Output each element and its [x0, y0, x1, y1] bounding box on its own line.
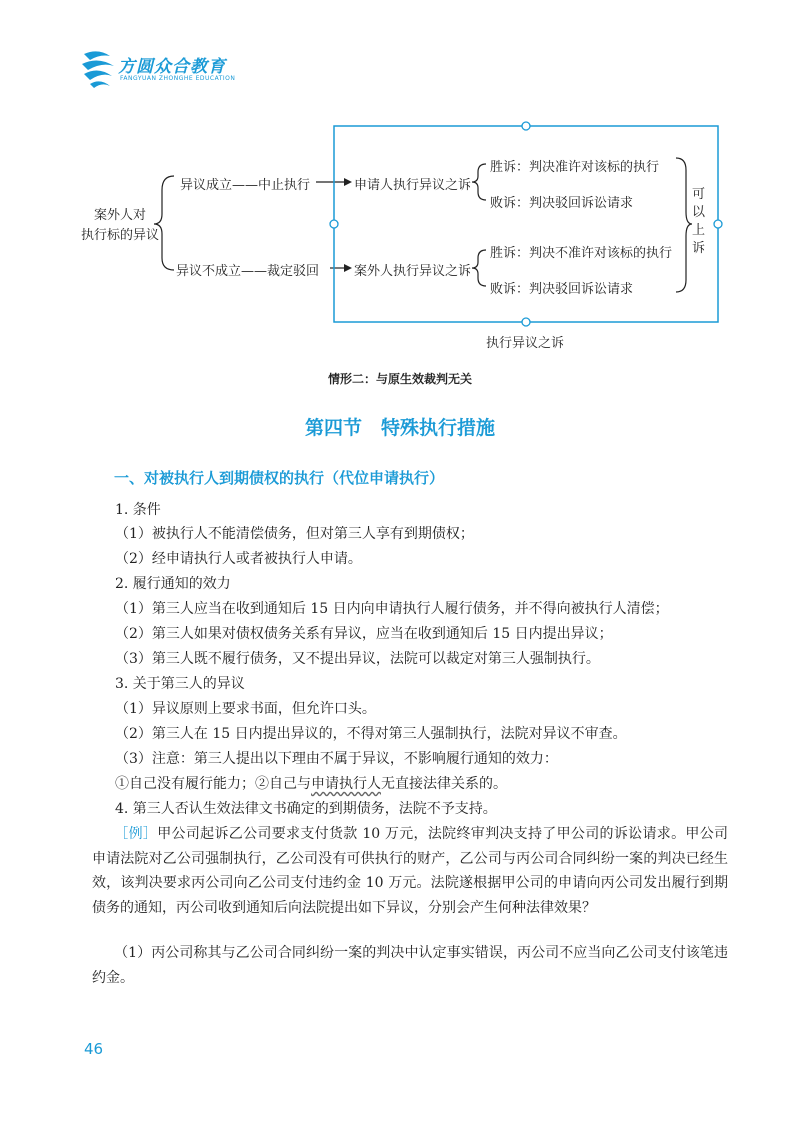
appeal-label: 可以上诉 [692, 187, 706, 256]
example-item-1 [92, 941, 728, 990]
text-line: 1. 条件 [115, 502, 161, 518]
outcome-win-2: 胜诉：判决不准许对该标的执行 [490, 246, 673, 261]
diagram-caption: 情形二：与原生效裁判无关 [327, 372, 472, 386]
logo-text: 方圆众合教育 [118, 57, 226, 77]
text-line: （2）第三人如果对债权债务关系有异议，应当在收到通知后 15 日内提出异议； [115, 626, 613, 642]
circled-part-c: 无直接法律关系的。 [381, 776, 507, 792]
text-line: （1）第三人应当在收到通知后 15 日内向申请执行人履行债务，并不得向被执行人清偿； [115, 601, 669, 617]
text-line: （3）注意：第三人提出以下理由不属于异议，不影响履行通知的效力： [115, 751, 558, 767]
example-paragraph [92, 822, 728, 920]
text-line: （1）异议原则上要求书面，但允许口头。 [115, 701, 376, 717]
logo-swoosh-icon [80, 46, 120, 90]
brand-logo [80, 46, 250, 92]
branch-rejected: 异议不成立——裁定驳回 [176, 264, 320, 279]
section-title: 第四节 特殊执行措施 [304, 417, 495, 439]
subsection-title: 一、对被执行人到期债权的执行（代位申请执行） [114, 469, 445, 487]
text-line: 3. 关于第三人的异议 [115, 676, 245, 692]
text-line: （2）第三人在 15 日内提出异议的，不得对第三人强制执行，法院对异议不审查。 [115, 726, 627, 742]
text-line: （2）经申请执行人或者被执行人申请。 [115, 551, 362, 567]
suit-applicant: 申请人执行异议之诉 [354, 178, 472, 193]
diagram-root: 案外人对 执行标的异议 [80, 208, 159, 243]
objection-flow-diagram [60, 110, 750, 360]
page-number: 46 [84, 1040, 104, 1058]
diagram-lines [60, 110, 750, 360]
text-line: 2. 履行通知的效力 [115, 576, 231, 592]
example-text: 甲公司起诉乙公司要求支付货款 10 万元，法院终审判决支持了甲公司的诉讼请求。甲公司申请法院对乙公司强制执行，乙公司没有可供执行的财产，乙公司与丙公司合同纠纷一案的判决已经生效，该判决要求丙公司向乙公司支付违约金 10 万元。法院遂根据甲公司的申请向丙公司发出履行到期债务的通知，丙公司收到通知后向法院提出如下异议，分别会产生何种法律效果？ [92, 826, 729, 916]
text-line: （1）被执行人不能清偿债务，但对第三人享有到期债权； [115, 526, 474, 542]
example-item-text: （1）丙公司称其与乙公司合同纠纷一案的判决中认定事实错误，丙公司不应当向乙公司支付该笔违约金。 [92, 945, 728, 986]
example-label: ［例］ [114, 826, 158, 842]
outcome-lose-2: 败诉：判决驳回诉讼请求 [490, 282, 634, 297]
text-line: 4. 第三人否认生效法律文书确定的到期债务，法院不予支持。 [115, 801, 497, 817]
suit-outsider: 案外人执行异议之诉 [354, 264, 472, 279]
branch-accepted: 异议成立——中止执行 [180, 178, 311, 193]
circled-part-b: 申请执行人 [311, 776, 381, 792]
text-line: （3）第三人既不履行债务，又不提出异议，法院可以裁定对第三人强制执行。 [115, 651, 600, 667]
text-line-circled [115, 773, 507, 793]
circled-part-a: ①自己没有履行能力；②自己与 [115, 776, 311, 792]
outcome-win-1: 胜诉：判决准许对该标的执行 [490, 160, 660, 175]
logo-subtext: FANGYUAN ZHONGHE EDUCATION [120, 75, 236, 82]
outcome-lose-1: 败诉：判决驳回诉讼请求 [490, 196, 634, 211]
diagram-bottom-label: 执行异议之诉 [486, 336, 565, 351]
